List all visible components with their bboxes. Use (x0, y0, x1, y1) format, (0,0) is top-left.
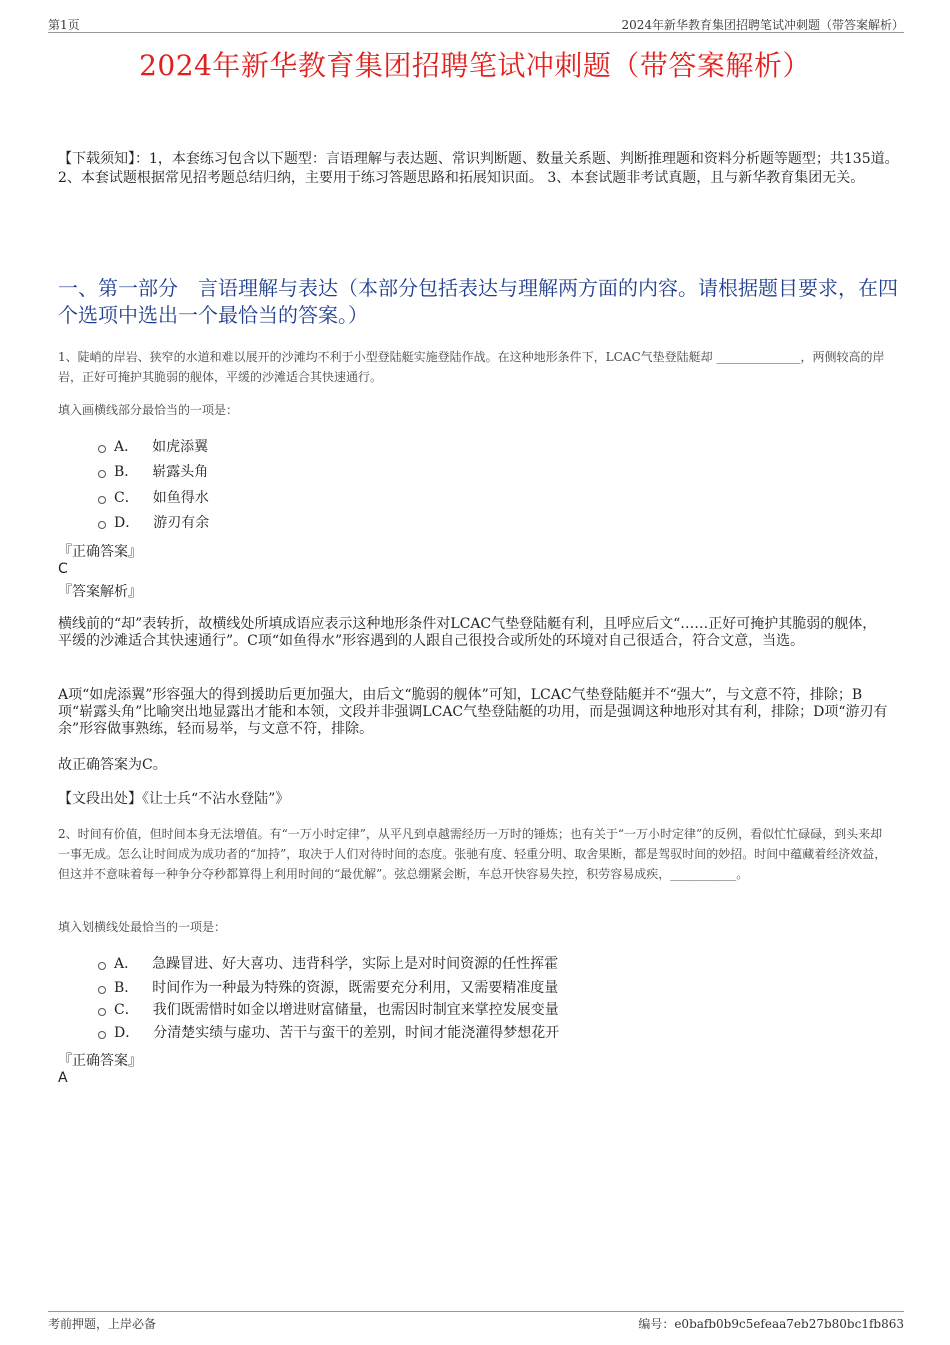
radio-icon[interactable] (98, 962, 106, 970)
document-title: 2024年新华教育集团招聘笔试冲刺题（带答案解析） (139, 49, 811, 82)
analysis-conclusion: 故正确答案为C。 (58, 757, 167, 773)
analysis-label: 『答案解析』 (58, 584, 142, 600)
analysis-paragraph-2: A项“如虎添翼”形容强大的得到援助后更加强大，由后文“脆弱的舰体”可知，LCAC气垫登陆艇并不“强大”，与文意不符，排除；B项“崭露头角”比喻突出地显露出才能和本领，文段并非强调LCAC气垫登陆艇的功用，而是强调这种地形对其有利，排除；D项“游刃有余”形容做事熟练，轻而易举，与文意不符，排除。 (58, 687, 888, 737)
option-key: A． (114, 438, 139, 455)
radio-icon[interactable] (98, 1031, 106, 1039)
option-text: 我们既需惜时如金以增进财富储量，也需因时制宜来掌控发展变量 (152, 1001, 559, 1018)
option-text: 游刃有余 (153, 515, 210, 532)
footer-slogan: 考前押题，上岸必备 (48, 1317, 157, 1331)
answer-label: 『正确答案』 (58, 544, 142, 560)
radio-icon[interactable] (98, 521, 106, 529)
question-2-instruction: 填入划横线处最恰当的一项是： (58, 920, 227, 934)
footer-serial: 编号：e0bafb0b9c5efeaa7eb27b80bc1fb863 (638, 1317, 904, 1331)
option-text: 时间作为一种最为特殊的资源，既需要充分利用，又需要精准度量 (152, 979, 559, 996)
option-key: B． (114, 979, 139, 996)
header-doc-title: 2024年新华教育集团招聘笔试冲刺题（带答案解析） (621, 18, 904, 32)
option-key: D． (114, 1025, 140, 1042)
option-key: C． (114, 489, 139, 506)
option-text: 如鱼得水 (152, 489, 209, 506)
radio-icon[interactable] (98, 1008, 106, 1016)
section-heading: 一、第一部分 言语理解与表达（本部分包括表达与理解两方面的内容。请根据题目要求，在四个选项中选出一个最恰当的答案。） (58, 276, 898, 327)
radio-icon[interactable] (98, 470, 106, 478)
analysis-paragraph-1: 横线前的“却”表转折，故横线处所填成语应表示这种地形条件对LCAC气垫登陆艇有利，且呼应后文“……正好可掩护其脆弱的舰体，平缓的沙滩适合其快速通行”。C项“如鱼得水”形容遇到的人跟自己很投合或所处的环境对自己很适合，符合文意，当选。 (58, 616, 877, 649)
radio-icon[interactable] (98, 445, 106, 453)
answer-value: A (58, 1070, 68, 1086)
option-text: 如虎添翼 (152, 438, 209, 455)
radio-icon[interactable] (98, 986, 106, 994)
download-notice: 【下载须知】：1，本套练习包含以下题型：言语理解与表达题、常识判断题、数量关系题、判断推理题和资料分析题等题型；共135道。 2、本套试题根据常见招考题总结归纳，主要用于练习答题思路和拓展知识面。 3、本套试题非考试真题，且与新华教育集团无关。 (58, 151, 899, 186)
option-key: C． (114, 1001, 139, 1018)
page-header (48, 14, 904, 33)
radio-icon[interactable] (98, 496, 106, 504)
question-1-text: 1、陡峭的岸岩、狭窄的水道和难以展开的沙滩均不利于小型登陆艇实施登陆作战。在这种地形条件下，LCAC气垫登陆艇却 ______________，两侧较高的岸岩，正好可掩护其脆弱的舰体，平缓的沙滩适合其快速通行。 (58, 350, 885, 384)
option-c[interactable] (98, 998, 559, 1020)
question-1-options (98, 433, 209, 535)
option-key: D． (114, 515, 140, 532)
question-1-instruction: 填入画横线部分最恰当的一项是： (58, 403, 239, 417)
answer-value: C (58, 561, 68, 577)
option-key: B． (114, 464, 139, 481)
answer-label: 『正确答案』 (58, 1053, 142, 1069)
option-d[interactable] (98, 1020, 559, 1046)
option-a[interactable] (98, 433, 209, 459)
option-text: 分清楚实绩与虚功、苦干与蛮干的差别，时间才能浇灌得梦想花开 (153, 1025, 560, 1042)
option-text: 崭露头角 (152, 464, 209, 481)
option-c[interactable] (98, 484, 209, 510)
question-2-text: 2、时间有价值，但时间本身无法增值。有“一万小时定律”，从平凡到卓越需经历一万时的锤炼；也有关于“一万小时定律”的反例，看似忙忙碌碌，到头来却一事无成。怎么让时间成为成功者的“加持”，取决于人们对待时间的态度。张驰有度、轻重分明、取舍果断，都是驾驭时间的妙招。时间中蕴藏着经济效益，但这并不意味着每一种争分夺秒都算得上利用时间的“最优解”。弦总绷紧会断，车总开快容易失控，积劳容易成疾，___________。 (58, 827, 887, 881)
option-a[interactable] (98, 950, 559, 976)
page-footer (48, 1311, 904, 1331)
option-text: 急躁冒进、好大喜功、违背科学，实际上是对时间资源的任性挥霍 (152, 955, 559, 972)
option-b[interactable] (98, 976, 559, 998)
option-b[interactable] (98, 459, 209, 485)
option-d[interactable] (98, 510, 209, 536)
option-key: A． (114, 955, 139, 972)
question-2-options (98, 950, 559, 1045)
page-number: 第1页 (48, 18, 80, 32)
analysis-source: 【文段出处】《让士兵“不沾水登陆”》 (58, 791, 290, 807)
